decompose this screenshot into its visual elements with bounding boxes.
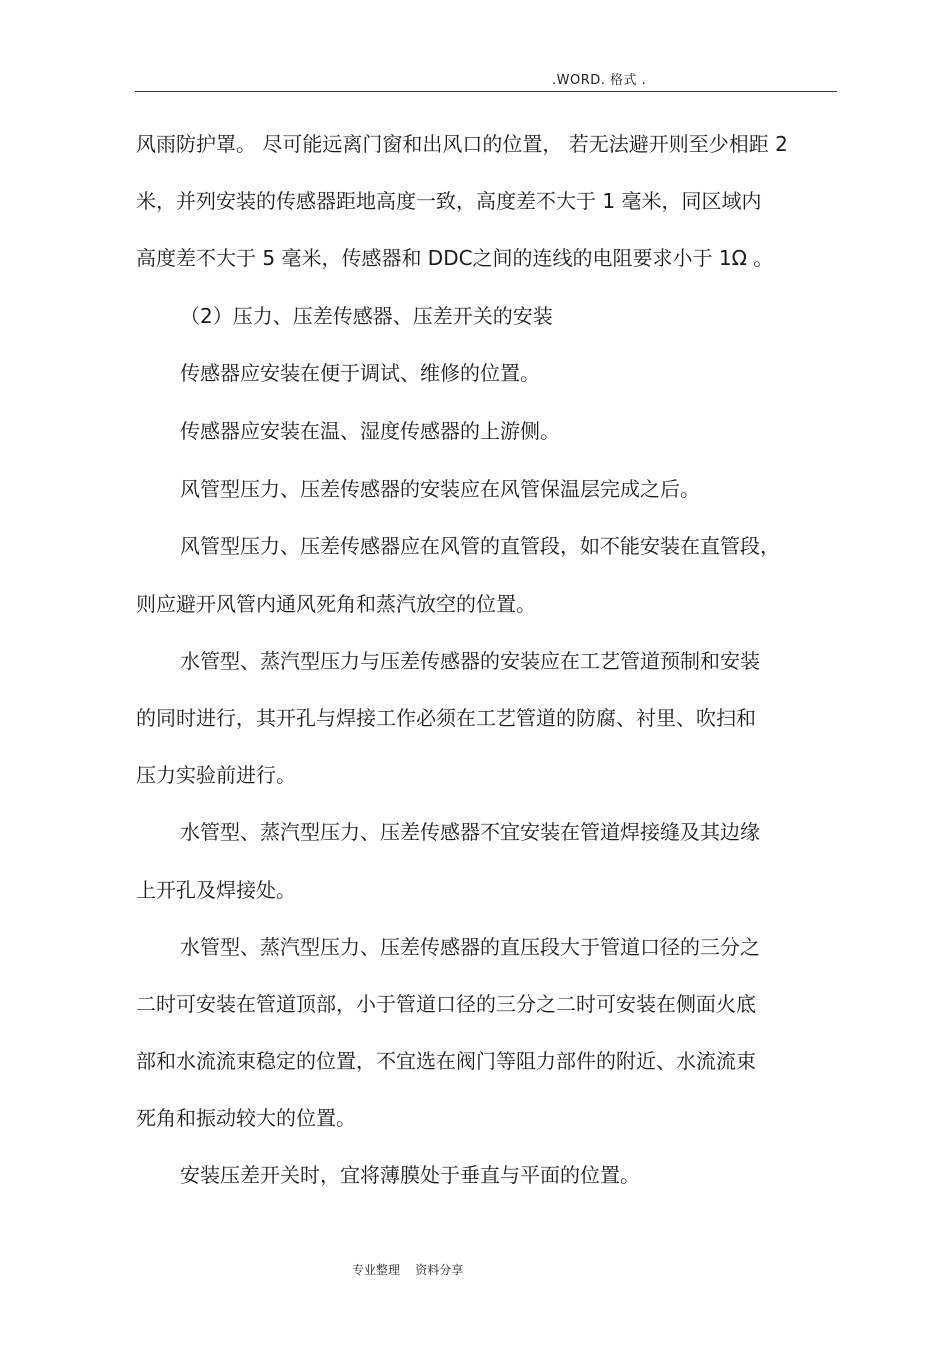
text-line-7: 风管型压力、压差传感器的安装应在风管保温层完成之后。 — [180, 477, 700, 501]
text-line-14: 上开孔及焊接处。 — [136, 878, 296, 902]
text-line-1: 风雨防护罩。 尽可能远离门窗和出风口的位置， 若无法避开则至少相距 2 — [136, 132, 788, 156]
text-line-10: 水管型、蒸汽型压力与压差传感器的安装应在工艺管道预制和安装 — [180, 649, 760, 673]
text-line-5: 传感器应安装在便于调试、维修的位置。 — [180, 361, 540, 385]
text-line-12: 压力实验前进行。 — [136, 763, 296, 787]
text-line-19: 安装压差开关时，宜将薄膜处于垂直与平面的位置。 — [180, 1163, 640, 1187]
text-line-2: 米，并列安装的传感器距地高度一致，高度差不大于 1 毫米，同区域内 — [136, 189, 762, 213]
text-line-17: 部和水流流束稳定的位置，不宜选在阀门等阻力部件的附近、水流流束 — [136, 1049, 756, 1073]
page-header — [0, 0, 950, 100]
text-line-18: 死角和振动较大的位置。 — [136, 1106, 356, 1130]
text-line-15: 水管型、蒸汽型压力、压差传感器的直压段大于管道口径的三分之 — [180, 935, 760, 959]
page-footer: 专业整理 资料分享 — [352, 1263, 464, 1277]
section-heading: （2）压力、压差传感器、压差开关的安装 — [180, 304, 553, 328]
text-line-11: 的同时进行，其开孔与焊接工作必须在工艺管道的防腐、衬里、吹扫和 — [136, 706, 756, 730]
header-label: .WORD. 格式 . — [552, 73, 647, 88]
text-line-6: 传感器应安装在温、湿度传感器的上游侧。 — [180, 419, 560, 443]
header-divider — [135, 91, 837, 92]
text-line-8: 风管型压力、压差传感器应在风管的直管段，如不能安装在直管段， — [180, 534, 780, 558]
text-line-9: 则应避开风管内通风死角和蒸汽放空的位置。 — [136, 592, 536, 616]
text-line-3: 高度差不大于 5 毫米，传感器和 DDC之间的连线的电阻要求小于 1Ω 。 — [136, 246, 774, 270]
text-line-13: 水管型、蒸汽型压力、压差传感器不宜安装在管道焊接缝及其边缘 — [180, 820, 760, 844]
text-line-16: 二时可安装在管道顶部，小于管道口径的三分之二时可安装在侧面火底 — [136, 992, 756, 1016]
